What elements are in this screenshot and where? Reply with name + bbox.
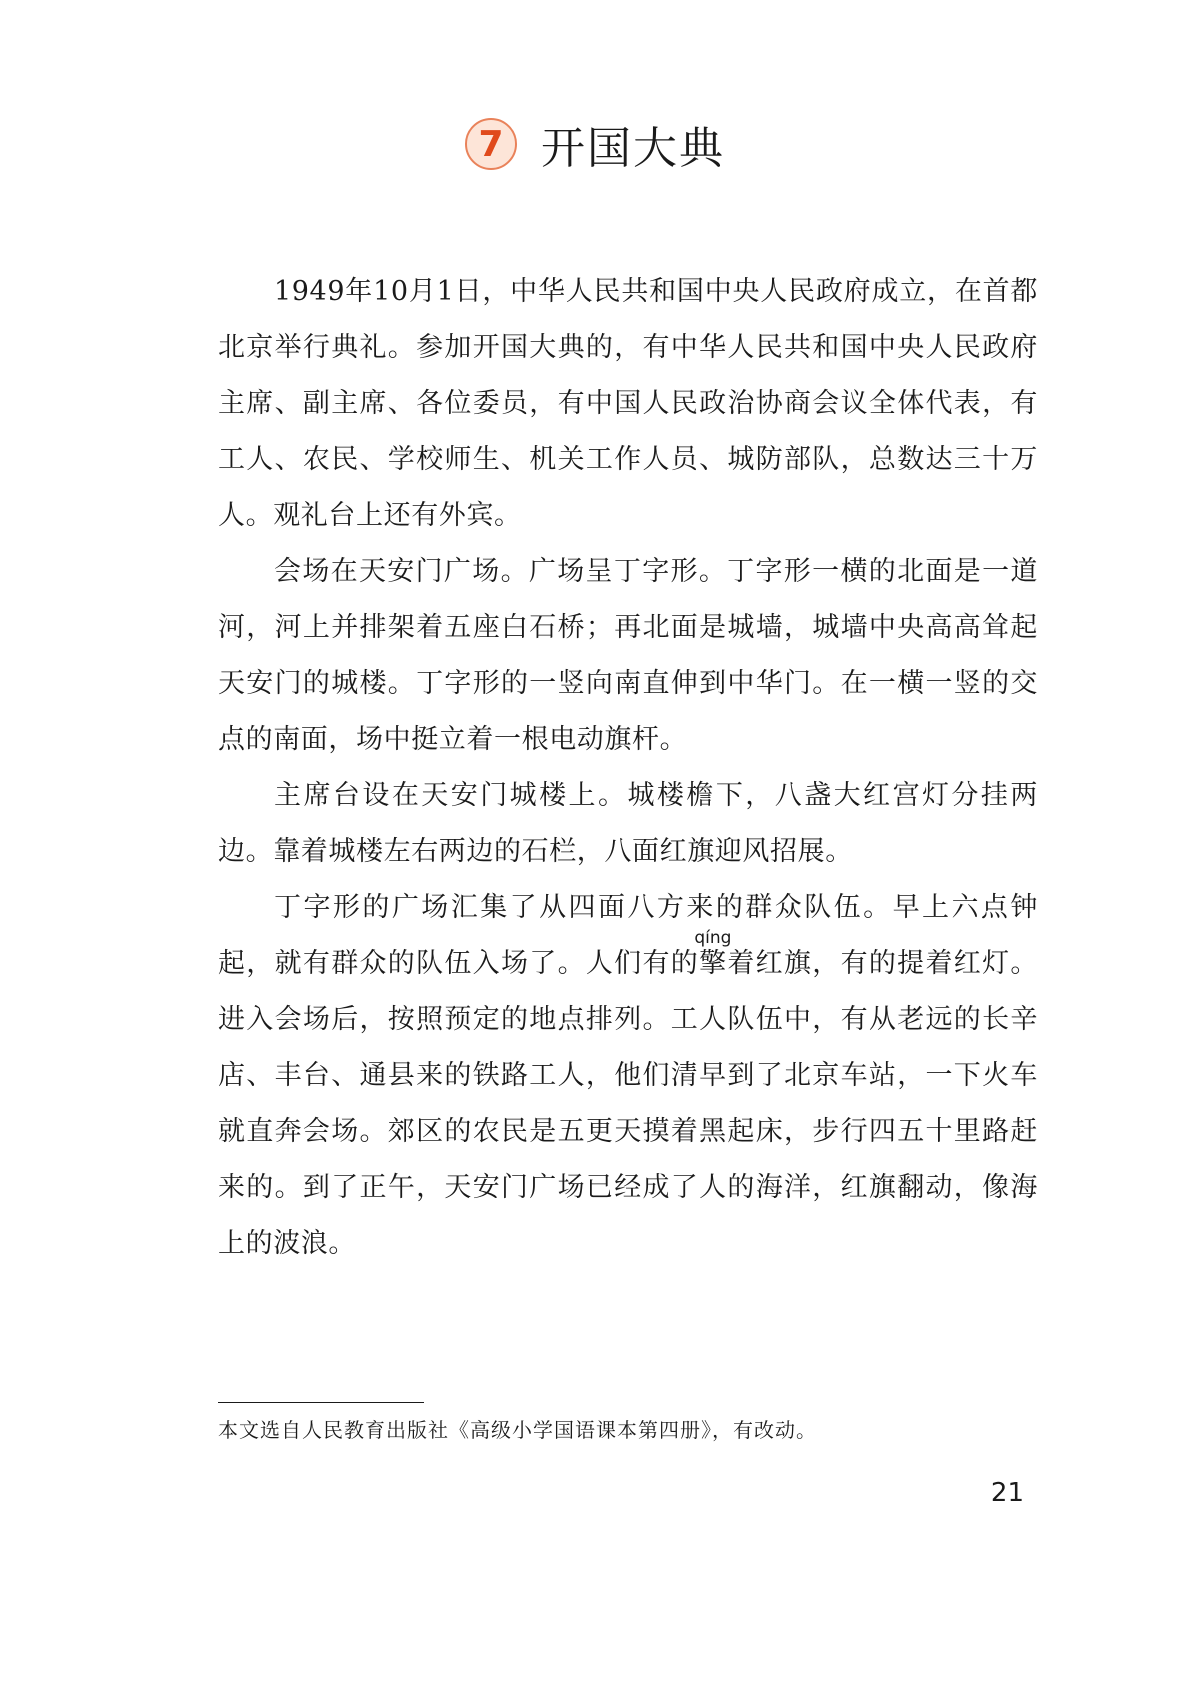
paragraph-4-part-1: 丁字形的广场汇集了从四面八方来的群众队伍。早上六点钟起，就有群众的队伍入场了。人们有的 (218, 892, 1038, 979)
lesson-header (0, 108, 1190, 180)
paragraph-1: 1949年10月1日，中华人民共和国中央人民政府成立，在首都北京举行典礼。参加开国大典的，有中华人民共和国中央人民政府主席、副主席、各位委员，有中国人民政治协商会议全体代表，有工人、农民、学校师生、机关工作人员、城防部队，总数达三十万人。观礼台上还有外宾。 (218, 276, 1038, 531)
lesson-title: 开国大典 (541, 123, 725, 174)
paragraph-2: 会场在天安门广场。广场呈丁字形。丁字形一横的北面是一道河，河上并排架着五座白石桥；再北面是城墙，城墙中央高高耸起天安门的城楼。丁字形的一竖向南直伸到中华门。在一横一竖的交点的南面，场中挺立着一根电动旗杆。 (218, 556, 1038, 755)
lesson-number: 7 (478, 123, 504, 165)
lesson-number-badge (465, 118, 517, 170)
paragraph-4-part-2: 着红旗，有的提着红灯。进入会场后，按照预定的地点排列。工人队伍中，有从老远的长辛店、丰台、通县来的铁路工人，他们清早到了北京车站，一下火车就直奔会场。郊区的农民是五更天摸着黑起床，步行四五十里路赶来的。到了正午，天安门广场已经成了人的海洋，红旗翻动，像海上的波浪。 (218, 948, 1038, 1259)
annotated-character (694, 928, 732, 979)
page-number: 21 (990, 1478, 1024, 1508)
footnote: 本文选自人民教育出版社《高级小学国语课本第四册》，有改动。 (218, 1418, 817, 1442)
footnote-divider (218, 1402, 424, 1403)
article-body (218, 264, 1038, 1272)
paragraph-4 (218, 880, 1038, 1272)
paragraph-3: 主席台设在天安门城楼上。城楼檐下，八盏大红宫灯分挂两边。靠着城楼左右两边的石栏，八面红旗迎风招展。 (218, 780, 1038, 867)
annotated-character-base: 擎 (694, 948, 732, 979)
pinyin-annotation: qíng (694, 928, 732, 948)
